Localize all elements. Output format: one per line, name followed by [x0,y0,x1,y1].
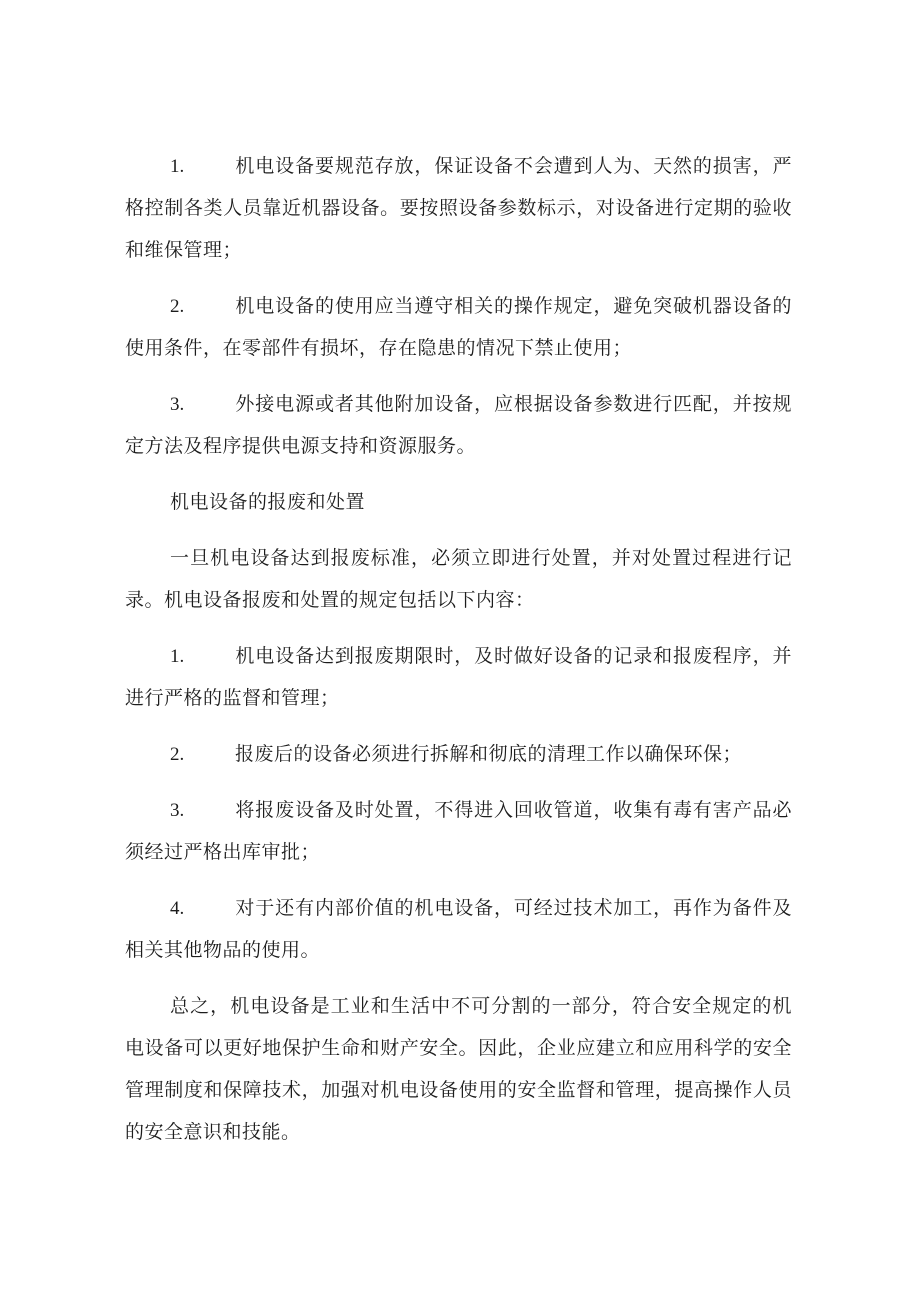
paragraph-text: 将报废设备及时处置，不得进入回收管道，收集有毒有害产品必须经过严格出库审批； [125,800,792,863]
paragraph-text: 一旦机电设备达到报废标准，必须立即进行处置，并对处置过程进行记录。机电设备报废和处置的规定包括以下内容： [125,548,792,611]
paragraph-text: 机电设备的使用应当遵守相关的操作规定，避免突破机器设备的使用条件，在零部件有损坏，存在隐患的情况下禁止使用； [125,296,792,359]
list-number: 1. [170,646,185,667]
numbered-paragraph [125,790,792,874]
list-number: 2. [170,296,185,317]
list-number: 3. [170,800,185,821]
paragraph-text: 总之，机电设备是工业和生活中不可分割的一部分，符合安全规定的机电设备可以更好地保护生命和财产安全。因此，企业应建立和应用科学的安全管理制度和保障技术，加强对机电设备使用的安全监督和管理，提高操作人员的安全意识和技能。 [125,996,792,1143]
paragraph [125,482,792,524]
list-number: 4. [170,898,185,919]
numbered-paragraph [125,636,792,720]
paragraph [125,986,792,1154]
paragraph-text: 报废后的设备必须进行拆解和彻底的清理工作以确保环保； [235,744,743,765]
numbered-paragraph [125,384,792,468]
paragraph-text: 机电设备达到报废期限时，及时做好设备的记录和报废程序，并进行严格的监督和管理； [125,646,792,709]
list-number: 1. [170,156,185,177]
document-body [125,146,792,1154]
paragraph-text: 机电设备要规范存放，保证设备不会遭到人为、天然的损害，严格控制各类人员靠近机器设备。要按照设备参数标示，对设备进行定期的验收和维保管理； [125,156,792,261]
numbered-paragraph [125,146,792,272]
list-number: 3. [170,394,185,415]
paragraph-text: 外接电源或者其他附加设备，应根据设备参数进行匹配，并按规定方法及程序提供电源支持和资源服务。 [125,394,792,457]
numbered-paragraph [125,286,792,370]
numbered-paragraph [125,734,792,776]
numbered-paragraph [125,888,792,972]
list-number: 2. [170,744,185,765]
paragraph [125,538,792,622]
paragraph-text: 机电设备的报废和处置 [170,492,366,513]
paragraph-text: 对于还有内部价值的机电设备，可经过技术加工，再作为备件及相关其他物品的使用。 [125,898,792,961]
